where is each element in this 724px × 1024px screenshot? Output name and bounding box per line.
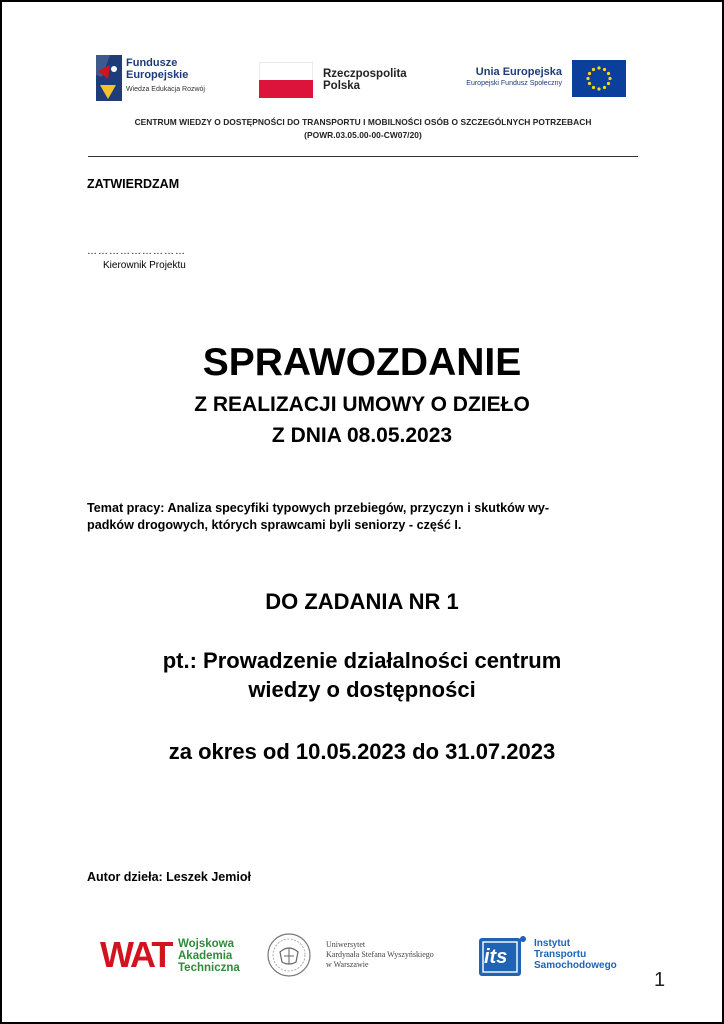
project-code: (POWR.03.05.00-00-CW07/20) (304, 130, 422, 140)
its-line3: Samochodowego (534, 960, 617, 971)
logo-unia-europejska (440, 60, 630, 100)
page-number: 1 (654, 969, 666, 991)
fe-line1: Fundusze (126, 57, 178, 69)
signature-dots: ……………………… (87, 246, 186, 257)
topic-line1: Temat pracy: Analiza specyfiki typowych przebiegów, przyczyn i skutków wy- (87, 501, 550, 515)
uksw-line2: Kardynała Stefana Wyszyńskiego (326, 950, 434, 959)
task-heading: DO ZADANIA NR 1 (265, 589, 459, 614)
uksw-line1: Uniwersytet (326, 940, 366, 949)
rp-line1: Rzeczpospolita (323, 68, 407, 80)
topic-line2: padków drogowych, których sprawcami byli seniorzy - część I. (87, 518, 462, 532)
author: Autor dzieła: Leszek Jemioł (87, 870, 251, 884)
task-name-line2: wiedzy o dostępności (248, 677, 476, 702)
uksw-seal-icon (266, 932, 312, 978)
title-line3: Z DNIA 08.05.2023 (271, 424, 453, 447)
document-title: SPRAWOZDANIE (202, 341, 522, 384)
logo-fundusze-europejskie (96, 55, 256, 103)
header-divider (88, 156, 638, 157)
fundusze-europejskie-icon (96, 55, 122, 101)
uksw-line3: w Warszawie (326, 960, 369, 969)
wat-line1: Wojskowa (178, 938, 235, 950)
task-name-line1: pt.: Prowadzenie działalności centrum (162, 648, 562, 673)
fe-line2: Europejskie (126, 69, 189, 81)
logo-rzeczpospolita-polska (259, 60, 419, 100)
logo-uksw (266, 932, 466, 980)
logo-its (479, 934, 639, 978)
wat-line3: Techniczna (178, 962, 240, 974)
title-line2: Z REALIZACJI UMOWY O DZIEŁO (194, 393, 530, 416)
center-name: CENTRUM WIEDZY O DOSTĘPNOŚCI DO TRANSPORTU I MOBILNOŚCI OSÓB O SZCZEGÓLNYCH POTRZEBACH (134, 117, 592, 127)
ue-title: Unia Europejska (475, 66, 562, 78)
eu-flag-icon (572, 60, 626, 97)
reporting-period: za okres od 10.05.2023 do 31.07.2023 (168, 739, 556, 764)
its-line1: Instytut (534, 938, 571, 949)
its-line2: Transportu (534, 949, 587, 960)
polish-flag-icon (259, 62, 313, 98)
fe-sub: Wiedza Edukacja Rozwój (126, 86, 205, 93)
ue-sub: Europejski Fundusz Społeczny (466, 80, 562, 87)
signatory: Kierownik Projektu (103, 260, 186, 271)
rp-line2: Polska (323, 80, 361, 92)
logo-wat (100, 936, 240, 976)
its-mark: its (484, 946, 508, 968)
wat-mark: WAT (100, 934, 172, 975)
wat-line2: Akademia (178, 950, 233, 962)
approval-label: ZATWIERDZAM (87, 177, 180, 191)
